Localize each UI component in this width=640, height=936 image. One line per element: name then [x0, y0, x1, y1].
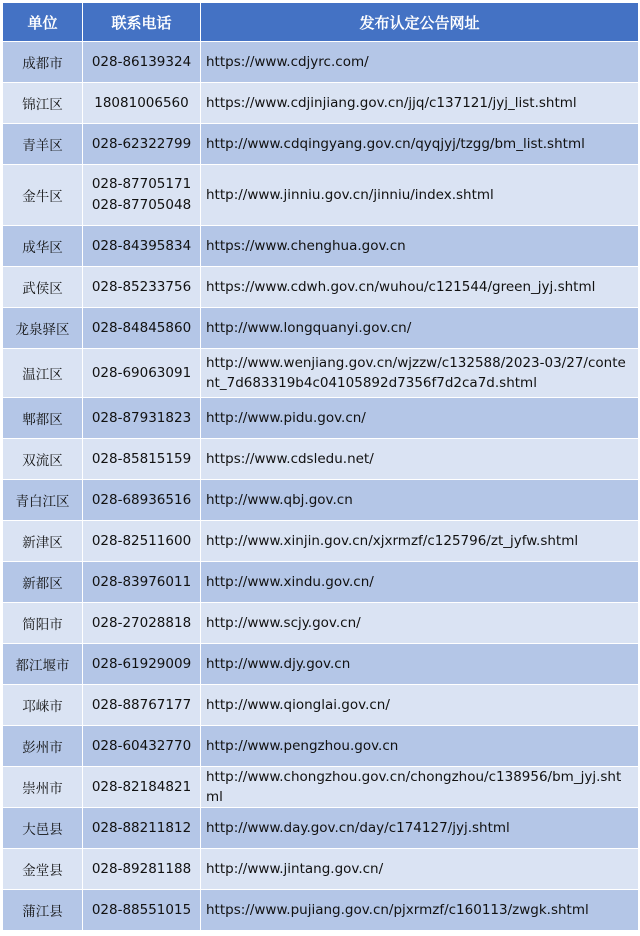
url-cell: https://www.cdwh.gov.cn/wuhou/c121544/green_jyj.shtml [201, 267, 639, 308]
phone-number: 028-85233756 [91, 278, 192, 295]
url-cell: http://www.day.gov.cn/day/c174127/jyj.shtml [201, 808, 639, 849]
phone-cell [83, 644, 201, 685]
phone-cell [83, 726, 201, 767]
unit-cell: 双流区 [3, 439, 83, 480]
table-row [3, 165, 639, 226]
table-row [3, 349, 639, 398]
table-row [3, 308, 639, 349]
unit-cell: 温江区 [3, 349, 83, 398]
unit-cell: 锦江区 [3, 83, 83, 124]
table-row [3, 521, 639, 562]
phone-cell [83, 603, 201, 644]
table-row [3, 439, 639, 480]
unit-cell: 大邑县 [3, 808, 83, 849]
url-cell: https://www.pujiang.gov.cn/pjxrmzf/c160113/zwgk.shtml [201, 890, 639, 931]
url-cell: http://www.wenjiang.gov.cn/wjzzw/c132588/2023-03/27/content_7d683319b4c04105892d7356f7d2ca7d.shtml [201, 349, 639, 398]
phone-number: 028-88211812 [91, 819, 192, 836]
phone-cell [83, 267, 201, 308]
header-phone: 联系电话 [83, 3, 201, 42]
url-cell: http://www.qbj.gov.cn [201, 480, 639, 521]
table-body [3, 42, 639, 931]
unit-cell: 成都市 [3, 42, 83, 83]
url-cell: http://www.qionglai.gov.cn/ [201, 685, 639, 726]
table-row [3, 83, 639, 124]
phone-cell [83, 165, 201, 226]
header-url: 发布认定公告网址 [201, 3, 639, 42]
phone-cell [83, 521, 201, 562]
unit-cell: 新都区 [3, 562, 83, 603]
phone-number: 028-69063091 [91, 364, 192, 381]
url-cell: http://www.pengzhou.gov.cn [201, 726, 639, 767]
unit-cell: 蒲江县 [3, 890, 83, 931]
table-row [3, 42, 639, 83]
table-row [3, 562, 639, 603]
table-row [3, 480, 639, 521]
unit-cell: 武侯区 [3, 267, 83, 308]
unit-cell: 金堂县 [3, 849, 83, 890]
url-cell: http://www.xinjin.gov.cn/xjxrmzf/c125796/zt_jyfw.shtml [201, 521, 639, 562]
unit-cell: 青羊区 [3, 124, 83, 165]
url-cell: https://www.cdsledu.net/ [201, 439, 639, 480]
table-row [3, 685, 639, 726]
url-cell: https://www.chenghua.gov.cn [201, 226, 639, 267]
phone-number: 028-84845860 [91, 319, 192, 336]
unit-cell: 新津区 [3, 521, 83, 562]
phone-number: 028-60432770 [91, 737, 192, 754]
unit-cell: 都江堰市 [3, 644, 83, 685]
phone-number: 028-82184821 [91, 778, 192, 795]
phone-number: 028-62322799 [91, 135, 192, 152]
url-cell: http://www.jintang.gov.cn/ [201, 849, 639, 890]
phone-number: 028-87931823 [91, 409, 192, 426]
url-cell: https://www.cdjyrc.com/ [201, 42, 639, 83]
phone-number: 028-88551015 [91, 901, 192, 918]
phone-cell [83, 562, 201, 603]
phone-number: 028-87705048 [91, 197, 192, 213]
table-row [3, 398, 639, 439]
table-row [3, 124, 639, 165]
phone-number: 028-61929009 [91, 655, 192, 672]
unit-cell: 成华区 [3, 226, 83, 267]
url-cell: http://www.chongzhou.gov.cn/chongzhou/c138956/bm_jyj.shtml [201, 767, 639, 808]
phone-number: 18081006560 [94, 94, 189, 111]
phone-cell [83, 349, 201, 398]
phone-number: 028-85815159 [91, 450, 192, 467]
unit-cell: 崇州市 [3, 767, 83, 808]
phone-number: 028-84395834 [91, 237, 192, 254]
phone-cell [83, 890, 201, 931]
unit-cell: 龙泉驿区 [3, 308, 83, 349]
unit-cell: 青白江区 [3, 480, 83, 521]
table-row [3, 726, 639, 767]
table-row [3, 890, 639, 931]
certification-announcement-table [2, 2, 639, 931]
url-cell: https://www.cdjinjiang.gov.cn/jjq/c137121/jyj_list.shtml [201, 83, 639, 124]
phone-number: 028-88767177 [91, 696, 192, 713]
table-row [3, 226, 639, 267]
phone-cell [83, 226, 201, 267]
table-row [3, 808, 639, 849]
unit-cell: 郫都区 [3, 398, 83, 439]
table-row [3, 267, 639, 308]
phone-cell [83, 124, 201, 165]
phone-cell [83, 439, 201, 480]
url-cell: http://www.djy.gov.cn [201, 644, 639, 685]
phone-number: 028-89281188 [91, 860, 192, 877]
phone-cell [83, 808, 201, 849]
unit-cell: 邛崃市 [3, 685, 83, 726]
header-unit: 单位 [3, 3, 83, 42]
phone-number: 028-87705171 [91, 176, 192, 192]
phone-cell [83, 767, 201, 808]
table-row [3, 767, 639, 808]
phone-cell [83, 849, 201, 890]
table-row [3, 849, 639, 890]
phone-cell [83, 480, 201, 521]
phone-cell [83, 308, 201, 349]
url-cell: http://www.scjy.gov.cn/ [201, 603, 639, 644]
phone-number: 028-83976011 [91, 573, 192, 590]
table-row [3, 603, 639, 644]
phone-number: 028-68936516 [91, 491, 192, 508]
phone-cell [83, 685, 201, 726]
phone-cell [83, 83, 201, 124]
url-cell: http://www.pidu.gov.cn/ [201, 398, 639, 439]
unit-cell: 简阳市 [3, 603, 83, 644]
phone-number: 028-27028818 [91, 614, 192, 631]
phone-cell [83, 42, 201, 83]
unit-cell: 金牛区 [3, 165, 83, 226]
table-row [3, 644, 639, 685]
url-cell: http://www.jinniu.gov.cn/jinniu/index.shtml [201, 165, 639, 226]
phone-number: 028-86139324 [91, 53, 192, 70]
url-cell: http://www.longquanyi.gov.cn/ [201, 308, 639, 349]
unit-cell: 彭州市 [3, 726, 83, 767]
url-cell: http://www.xindu.gov.cn/ [201, 562, 639, 603]
url-cell: http://www.cdqingyang.gov.cn/qyqjyj/tzgg/bm_list.shtml [201, 124, 639, 165]
table-header-row [3, 3, 639, 42]
phone-cell [83, 398, 201, 439]
phone-number: 028-82511600 [91, 532, 192, 549]
